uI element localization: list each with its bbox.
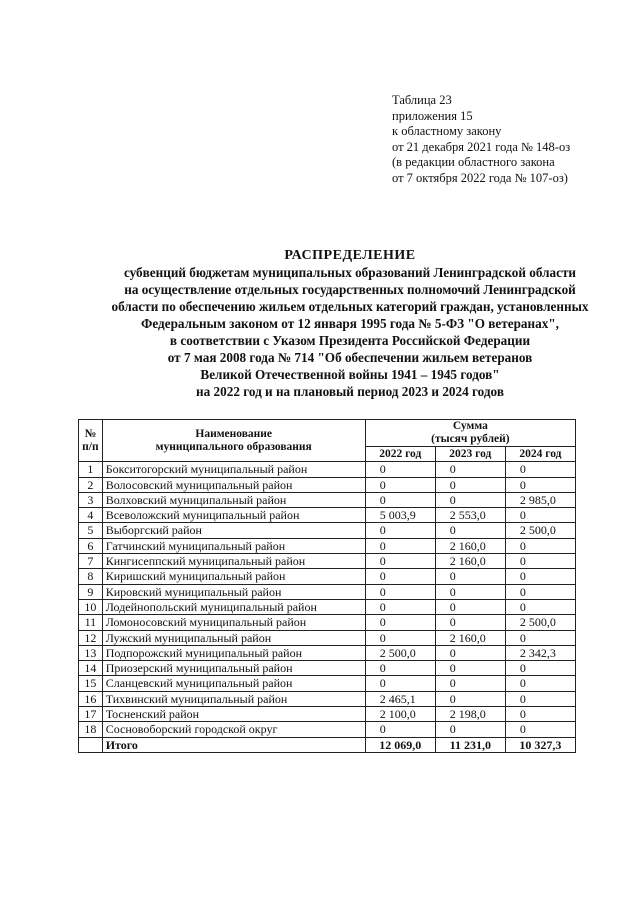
row-amount-2022: 2 500,0 bbox=[365, 645, 435, 660]
row-amount-2023: 0 bbox=[435, 691, 505, 706]
row-amount-2024: 0 bbox=[505, 462, 575, 477]
row-amount-2022: 0 bbox=[365, 599, 435, 614]
row-amount-2023: 0 bbox=[435, 523, 505, 538]
header-name bbox=[102, 420, 365, 462]
stamp-line: от 7 октября 2022 года № 107-оз) bbox=[392, 170, 568, 185]
row-amount-2023: 2 160,0 bbox=[435, 538, 505, 553]
header-sum-line2: (тысяч рублей) bbox=[431, 433, 510, 445]
row-amount-2024: 2 500,0 bbox=[505, 615, 575, 630]
row-amount-2023: 0 bbox=[435, 462, 505, 477]
table-row bbox=[79, 462, 576, 477]
header-year-2023: 2023 год bbox=[435, 447, 505, 462]
row-municipality-name: Лодейнопольский муниципальный район bbox=[102, 599, 365, 614]
row-municipality-name: Сланцевский муниципальный район bbox=[102, 676, 365, 691]
row-amount-2024: 0 bbox=[505, 538, 575, 553]
total-empty bbox=[79, 737, 103, 752]
total-amount-2024: 10 327,3 bbox=[505, 737, 575, 752]
row-number: 8 bbox=[79, 569, 103, 584]
stamp-line: (в редакции областного закона bbox=[392, 155, 555, 169]
row-municipality-name: Всеволожский муниципальный район bbox=[102, 508, 365, 523]
row-number: 1 bbox=[79, 462, 103, 477]
total-label: Итого bbox=[102, 737, 365, 752]
header-name-line2: муниципального образования bbox=[155, 440, 312, 453]
row-amount-2022: 0 bbox=[365, 569, 435, 584]
table-row bbox=[79, 508, 576, 523]
row-number: 15 bbox=[79, 676, 103, 691]
row-number: 9 bbox=[79, 584, 103, 599]
title-line: на осуществление отдельных государственных полномочий Ленинградской bbox=[124, 282, 576, 297]
table-row bbox=[79, 584, 576, 599]
row-amount-2023: 0 bbox=[435, 722, 505, 737]
row-amount-2024: 0 bbox=[505, 554, 575, 569]
table-row bbox=[79, 523, 576, 538]
row-amount-2024: 0 bbox=[505, 599, 575, 614]
total-amount-2022: 12 069,0 bbox=[365, 737, 435, 752]
row-number: 5 bbox=[79, 523, 103, 538]
row-amount-2024: 0 bbox=[505, 508, 575, 523]
row-municipality-name: Кингисеппский муниципальный район bbox=[102, 554, 365, 569]
row-amount-2024: 2 500,0 bbox=[505, 523, 575, 538]
row-number: 14 bbox=[79, 661, 103, 676]
row-amount-2024: 0 bbox=[505, 691, 575, 706]
row-amount-2022: 0 bbox=[365, 676, 435, 691]
table-row bbox=[79, 691, 576, 706]
row-amount-2023: 0 bbox=[435, 477, 505, 492]
row-municipality-name: Волосовский муниципальный район bbox=[102, 477, 365, 492]
header-year-2022: 2022 год bbox=[365, 447, 435, 462]
row-municipality-name: Выборгский район bbox=[102, 523, 365, 538]
row-amount-2024: 2 342,3 bbox=[505, 645, 575, 660]
row-municipality-name: Киришский муниципальный район bbox=[102, 569, 365, 584]
header-year-2024: 2024 год bbox=[505, 447, 575, 462]
table-row bbox=[79, 538, 576, 553]
row-amount-2023: 0 bbox=[435, 661, 505, 676]
header-name-line1: Наименование bbox=[195, 427, 273, 440]
header-sum bbox=[365, 420, 575, 447]
row-amount-2023: 0 bbox=[435, 584, 505, 599]
row-amount-2022: 2 465,1 bbox=[365, 691, 435, 706]
row-municipality-name: Сосновоборский городской округ bbox=[102, 722, 365, 737]
row-amount-2022: 0 bbox=[365, 462, 435, 477]
total-amount-2023: 11 231,0 bbox=[435, 737, 505, 752]
stamp-line: к областному закону bbox=[392, 124, 502, 138]
row-number: 18 bbox=[79, 722, 103, 737]
row-municipality-name: Гатчинский муниципальный район bbox=[102, 538, 365, 553]
title-line: субвенций бюджетам муниципальных образований Ленинградской области bbox=[123, 265, 577, 280]
row-amount-2023: 2 160,0 bbox=[435, 630, 505, 645]
title-main: РАСПРЕДЕЛЕНИЕ bbox=[284, 248, 416, 263]
header-number-line2: п/п bbox=[82, 440, 99, 453]
table-row bbox=[79, 569, 576, 584]
row-amount-2024: 0 bbox=[505, 477, 575, 492]
row-amount-2023: 0 bbox=[435, 569, 505, 584]
row-amount-2024: 2 985,0 bbox=[505, 492, 575, 507]
row-amount-2023: 2 198,0 bbox=[435, 707, 505, 722]
row-municipality-name: Лужский муниципальный район bbox=[102, 630, 365, 645]
row-amount-2022: 0 bbox=[365, 492, 435, 507]
row-amount-2023: 0 bbox=[435, 645, 505, 660]
row-municipality-name: Тихвинский муниципальный район bbox=[102, 691, 365, 706]
stamp-line: от 21 декабря 2021 года № 148-оз bbox=[392, 139, 571, 154]
table-row bbox=[79, 676, 576, 691]
row-amount-2022: 0 bbox=[365, 584, 435, 599]
title-line: в соответствии с Указом Президента Российской Федерации bbox=[169, 333, 531, 348]
title-line: Федеральным законом от 12 января 1995 года № 5-ФЗ "О ветеранах", bbox=[141, 316, 559, 331]
table-row bbox=[79, 630, 576, 645]
row-amount-2024: 0 bbox=[505, 661, 575, 676]
table-body bbox=[79, 462, 576, 753]
row-municipality-name: Волховский муниципальный район bbox=[102, 492, 365, 507]
row-number: 16 bbox=[79, 691, 103, 706]
row-number: 4 bbox=[79, 508, 103, 523]
row-amount-2024: 0 bbox=[505, 707, 575, 722]
title-line: от 7 мая 2008 года № 714 "Об обеспечении жильем ветеранов bbox=[167, 350, 533, 365]
row-amount-2024: 0 bbox=[505, 676, 575, 691]
row-amount-2024: 0 bbox=[505, 569, 575, 584]
row-number: 6 bbox=[79, 538, 103, 553]
row-municipality-name: Приозерский муниципальный район bbox=[102, 661, 365, 676]
row-amount-2023: 0 bbox=[435, 492, 505, 507]
row-number: 7 bbox=[79, 554, 103, 569]
row-amount-2022: 0 bbox=[365, 477, 435, 492]
table-row bbox=[79, 599, 576, 614]
table-total-row bbox=[79, 737, 576, 752]
row-amount-2023: 0 bbox=[435, 599, 505, 614]
row-municipality-name: Ломоносовский муниципальный район bbox=[102, 615, 365, 630]
appendix-stamp bbox=[392, 93, 570, 186]
row-amount-2022: 0 bbox=[365, 661, 435, 676]
row-amount-2023: 2 553,0 bbox=[435, 508, 505, 523]
row-number: 11 bbox=[79, 615, 103, 630]
table-row bbox=[79, 661, 576, 676]
row-number: 17 bbox=[79, 707, 103, 722]
row-number: 12 bbox=[79, 630, 103, 645]
row-amount-2024: 0 bbox=[505, 584, 575, 599]
row-amount-2024: 0 bbox=[505, 630, 575, 645]
row-amount-2023: 0 bbox=[435, 676, 505, 691]
row-number: 3 bbox=[79, 492, 103, 507]
title-line: области по обеспечению жильем отдельных категорий граждан, установленных bbox=[111, 299, 589, 314]
row-municipality-name: Кировский муниципальный район bbox=[102, 584, 365, 599]
title-line: Великой Отечественной войны 1941 – 1945 годов" bbox=[200, 367, 500, 382]
document-title bbox=[60, 247, 639, 400]
row-number: 2 bbox=[79, 477, 103, 492]
row-amount-2022: 2 100,0 bbox=[365, 707, 435, 722]
row-amount-2022: 5 003,9 bbox=[365, 508, 435, 523]
row-amount-2022: 0 bbox=[365, 523, 435, 538]
table-row bbox=[79, 492, 576, 507]
table-row bbox=[79, 645, 576, 660]
stamp-line: приложения 15 bbox=[392, 108, 473, 123]
table-row bbox=[79, 722, 576, 737]
table-row bbox=[79, 554, 576, 569]
row-number: 10 bbox=[79, 599, 103, 614]
header-sum-line1: Сумма bbox=[452, 420, 488, 432]
table-row bbox=[79, 615, 576, 630]
row-amount-2022: 0 bbox=[365, 554, 435, 569]
stamp-line: Таблица 23 bbox=[392, 93, 452, 107]
distribution-table bbox=[78, 419, 576, 753]
row-number: 13 bbox=[79, 645, 103, 660]
table-row bbox=[79, 707, 576, 722]
row-amount-2022: 0 bbox=[365, 538, 435, 553]
row-amount-2023: 0 bbox=[435, 615, 505, 630]
row-municipality-name: Тосненский район bbox=[102, 707, 365, 722]
title-line: на 2022 год и на плановый период 2023 и 2024 годов bbox=[196, 384, 504, 399]
table-header-row bbox=[79, 420, 576, 447]
header-number bbox=[79, 420, 103, 462]
row-municipality-name: Подпорожский муниципальный район bbox=[102, 645, 365, 660]
header-number-line1: № bbox=[84, 427, 97, 440]
row-amount-2022: 0 bbox=[365, 630, 435, 645]
row-amount-2022: 0 bbox=[365, 722, 435, 737]
row-amount-2024: 0 bbox=[505, 722, 575, 737]
row-amount-2023: 2 160,0 bbox=[435, 554, 505, 569]
table-row bbox=[79, 477, 576, 492]
row-amount-2022: 0 bbox=[365, 615, 435, 630]
row-municipality-name: Бокситогорский муниципальный район bbox=[102, 462, 365, 477]
